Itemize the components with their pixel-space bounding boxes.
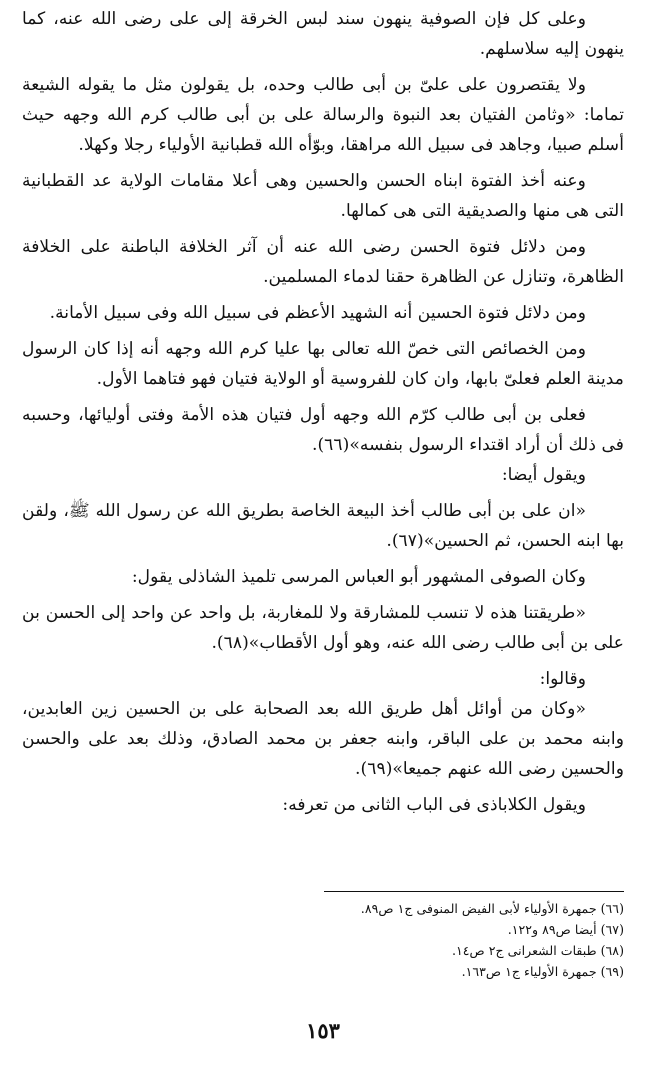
paragraph-awail-quote: «وكان من أوائل أهل طريق الله بعد الصحابة على بن الحسين زين العابدين، وابنه محمد بن على الباقر، وابنه جعفر بن محمد الصادق، وذلك بعد على والحسن والحسين رضى الله عنهم جميعا»(٦٩). [22,699,624,779]
paragraph-bayaa-quote: «ان على بن أبى طالب أخذ البيعة الخاصة بطريق الله عن رسول الله ﷺ، ولقن بها ابنه الحسن، ثم الحسين»(٦٧). [22,501,624,551]
footnote-66: (٦٦) جمهرة الأولياء لأبى الفيض المنوفى ج١ ص٨٩. [360,901,624,916]
footnote-67: (٦٧) أيضا ص٨٩ و١٢٢. [507,922,624,937]
paragraph-husayn-shahid: ومن دلائل فتوة الحسين أنه الشهيد الأعظم فى سبيل الله وفى سبيل الأمانة. [49,303,586,323]
footnote-divider [324,891,624,892]
paragraph-sufi-khirqa: وعلى كل فإن الصوفية ينهون سند لبس الخرقة إلى على رضى الله عنه، كما ينهون إليه سلاسلهم. [22,9,624,59]
paragraph-ali-khasais: ومن الخصائص التى خصّ الله تعالى بها عليا كرم الله وجهه أنه إذا كان الرسول مدينة العلم فعلىّ بابها، وان كان للفروسية أو الولاية فتيان فهو فتاهما الأول. [22,339,624,389]
paragraph-ali-fata: ولا يقتصرون على علىّ بن أبى طالب وحده، بل يقولون مثل ما يقوله الشيعة تماما: «وثامن الفتيان بعد النبوة والرسالة على بن أبى طالب كرم الله وجهه حيث أسلم صبيا، وجاهد فى سبيل الله مراهقا، وبوّأه الله قطبانية الأولياء رجلا وكهلا. [22,75,624,155]
main-text [22,4,624,820]
paragraph-hasan-khilafa: ومن دلائل فتوة الحسن رضى الله عنه أن آثر الخلافة الباطنة على الخلافة الظاهرة، وتنازل عن الظاهرة حقنا لدماء المسلمين. [22,237,624,287]
paragraph-wa-yaqulu-aydan: ويقول أيضا: [501,465,586,485]
paragraph-hasan-husayn: وعنه أخذ الفتوة ابناه الحسن والحسين وهى أعلا مقامات الولاية عد القطبانية التى هى منها والصديقية التى هى كمالها. [22,171,624,221]
paragraph-mursi-quote: «طريقتنا هذه لا تنسب للمشارقة ولا للمغاربة، بل واحد عن واحد إلى الحسن بن على بن أبى طالب رضى الله عنه، وهو أول الأقطاب»(٦٨). [22,603,624,653]
page-number: ١٥٣ [306,1018,340,1043]
paragraph-kalabadhi: ويقول الكلاباذى فى الباب الثانى من تعرفه: [282,795,586,815]
paragraph-wa-qalu: وقالوا: [539,669,586,689]
footnotes [304,898,624,982]
paragraph-ali-awwal-fityan: فعلى بن أبى طالب كرّم الله وجهه أول فتيان هذه الأمة وفتى أوليائها، وحسبه فى ذلك أن أراد اقتداء الرسول بنفسه»(٦٦). [22,405,624,455]
footnote-68: (٦٨) طبقات الشعرانى ج٢ ص١٤. [451,943,624,958]
paragraph-mursi-intro: وكان الصوفى المشهور أبو العباس المرسى تلميذ الشاذلى يقول: [131,567,586,587]
footnote-69: (٦٩) جمهرة الأولياء ج١ ص١٦٣. [461,964,624,979]
